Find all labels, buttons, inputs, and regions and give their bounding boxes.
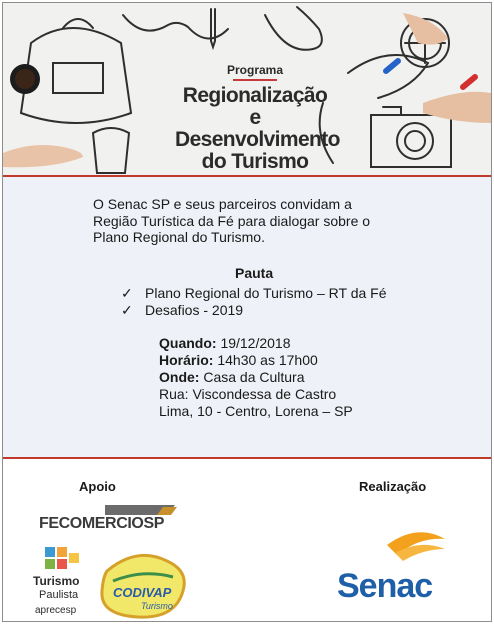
program-title-line-1: Regionalização xyxy=(182,84,328,107)
place-label: Onde: xyxy=(159,369,200,385)
title-underline xyxy=(233,79,277,81)
street-line-2: Lima, 10 - Centro, Lorena – SP xyxy=(159,403,353,419)
turismo-text: Turismo xyxy=(33,574,80,588)
time-value: 14h30 as 17h00 xyxy=(217,352,318,368)
agenda-item xyxy=(121,285,387,302)
aprecesp-text: aprecesp xyxy=(35,605,77,616)
when-label: Quando: xyxy=(159,335,217,351)
support-heading: Apoio xyxy=(79,479,116,494)
codivap-logo xyxy=(97,551,193,621)
codivap-turismo-text: Turismo xyxy=(141,601,173,611)
program-banner xyxy=(3,3,491,175)
agenda-list xyxy=(121,285,387,319)
agenda-item-text: Plano Regional do Turismo – RT da Fé xyxy=(145,285,387,301)
codivap-text: CODIVAP xyxy=(113,585,172,600)
shoe-icon xyxy=(265,7,322,50)
program-label: Programa xyxy=(226,63,284,77)
program-title-line-2: e Desenvolvimento xyxy=(175,106,340,151)
fecomercio-logo xyxy=(39,503,179,531)
senac-logo xyxy=(335,527,461,603)
organizer-heading: Realização xyxy=(359,479,427,494)
agenda-item-text: Desafios - 2019 xyxy=(145,302,244,318)
program-title-line-3: do Turismo xyxy=(201,150,309,173)
paulista-text: Paulista xyxy=(39,589,79,601)
invitation-intro: O Senac SP e seus parceiros convidam a Região Turística da Fé para dialogar sobre o Plano Regional do Turismo. xyxy=(93,196,371,245)
agenda-heading: Pauta xyxy=(235,265,274,281)
fecomercio-text: FECOMERCIOSP xyxy=(39,515,164,531)
pencil-icon xyxy=(211,9,215,47)
turismo-paulista-logo xyxy=(29,545,93,619)
agenda-item xyxy=(121,302,387,319)
street-line-1: Rua: Viscondessa de Castro xyxy=(159,386,337,402)
invitation-card xyxy=(2,2,492,622)
check-icon: ✓ xyxy=(121,302,133,318)
event-details xyxy=(159,335,353,420)
check-icon: ✓ xyxy=(121,285,133,301)
bottom-divider xyxy=(3,457,491,459)
when-value: 19/12/2018 xyxy=(220,335,291,351)
sunglasses-icon xyxy=(123,15,228,39)
program-title-block xyxy=(175,63,340,173)
time-label: Horário: xyxy=(159,352,214,368)
senac-text: Senac xyxy=(337,567,433,603)
place-value: Casa da Cultura xyxy=(203,369,305,385)
